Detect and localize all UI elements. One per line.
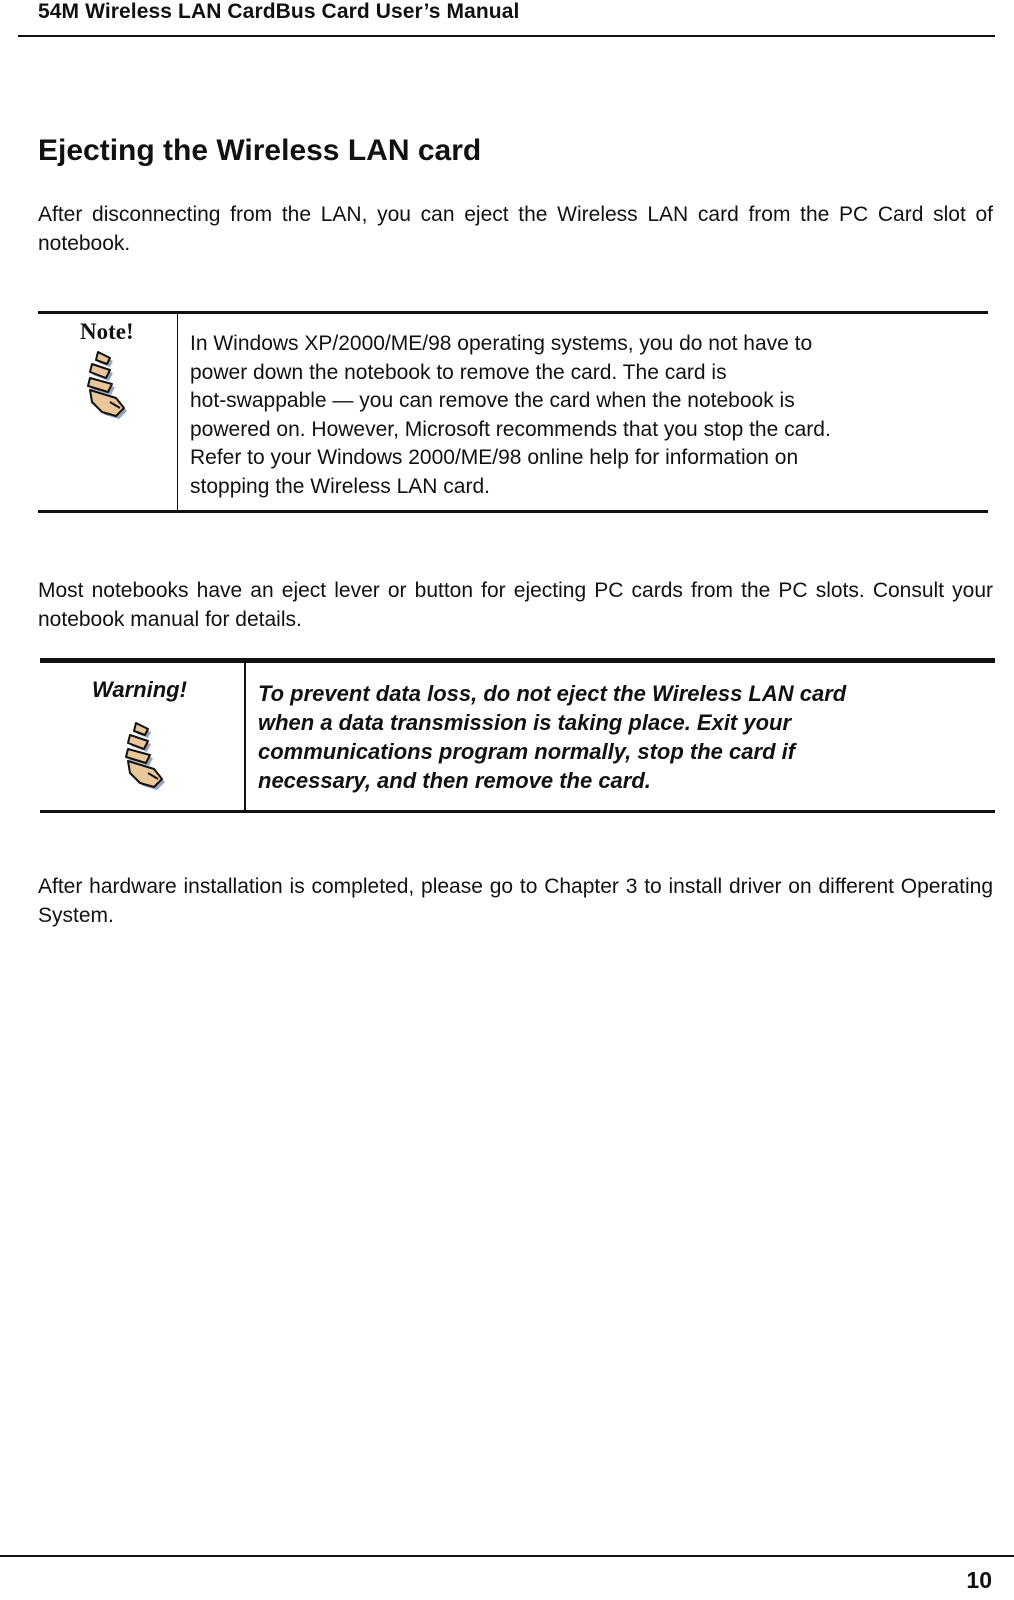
running-header-title: 54M Wireless LAN CardBus Card User’s Manual xyxy=(38,0,520,23)
note-line: stopping the Wireless LAN card. xyxy=(190,474,490,498)
note-line: hot-swappable — you can remove the card when the notebook is xyxy=(190,389,795,412)
warning-line: To prevent data loss, do not eject the Wireless LAN card xyxy=(258,681,847,706)
section-title: Ejecting the Wireless LAN card xyxy=(38,134,482,167)
pointing-hand-icon xyxy=(80,350,130,430)
note-label-cell xyxy=(38,314,178,510)
note-line: In Windows XP/2000/ME/98 operating systems, you do not have to xyxy=(190,332,813,355)
warning-line: necessary, and then remove the card. xyxy=(258,768,651,793)
note-label: Note! xyxy=(80,319,134,344)
header-rule xyxy=(18,35,995,37)
warning-label-cell xyxy=(40,663,246,810)
page-number: 10 xyxy=(966,1567,992,1593)
eject-lever-paragraph: Most notebooks have an eject lever or button for ejecting PC cards from the PC slots. Consult your notebook manual for details. xyxy=(38,579,993,631)
warning-callout xyxy=(40,658,995,813)
note-line: power down the notebook to remove the card. The card is xyxy=(190,360,727,384)
next-steps-paragraph: After hardware installation is completed, please go to Chapter 3 to install driver on different Operating System. xyxy=(38,875,993,927)
note-line: Refer to your Windows 2000/ME/98 online help for information on xyxy=(190,446,799,469)
warning-label: Warning! xyxy=(92,677,187,702)
note-callout xyxy=(38,311,988,513)
note-text xyxy=(190,330,950,501)
warning-line: communications program normally, stop the card if xyxy=(258,739,796,764)
warning-line: when a data transmission is taking place. Exit your xyxy=(258,710,792,735)
warning-text xyxy=(258,679,958,795)
note-line: powered on. However, Microsoft recommends that you stop the card. xyxy=(190,417,831,441)
footer-rule xyxy=(0,1555,1014,1557)
pointing-hand-icon xyxy=(118,721,168,801)
intro-paragraph: After disconnecting from the LAN, you can eject the Wireless LAN card from the PC Card slot of notebook. xyxy=(38,203,993,255)
